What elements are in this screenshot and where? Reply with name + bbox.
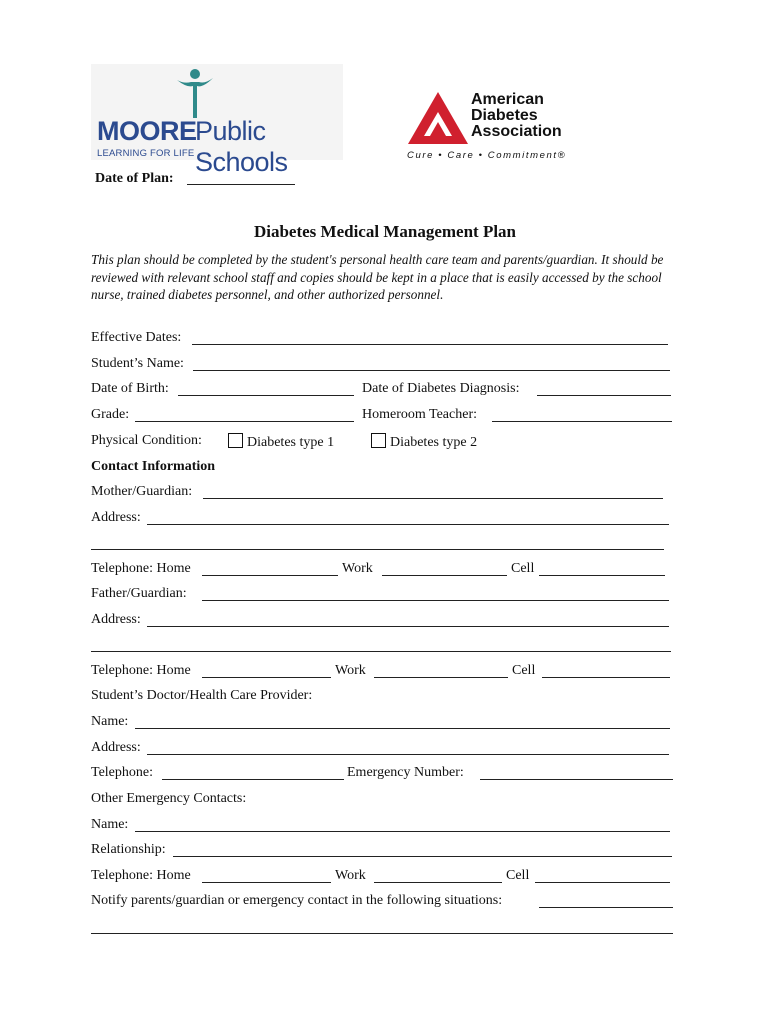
mother-guardian-field[interactable] <box>203 498 663 499</box>
diabetes-type1-option[interactable] <box>228 433 334 451</box>
contact-information-heading: Contact Information <box>91 459 216 474</box>
other-name-field[interactable] <box>135 831 670 832</box>
diabetes-type2-checkbox[interactable] <box>371 433 386 448</box>
homeroom-teacher-label: Homeroom Teacher: <box>362 407 477 422</box>
person-figure-icon <box>175 66 215 120</box>
mother-guardian-label: Mother/Guardian: <box>91 484 193 499</box>
mother-tel-home-label: Telephone: Home <box>91 561 191 576</box>
ada-tagline: Cure • Care • Commitment® <box>407 150 567 161</box>
date-of-plan-label: Date of Plan: <box>95 171 174 186</box>
moore-logo-word: MOORE <box>97 116 197 146</box>
date-of-diagnosis-label: Date of Diabetes Diagnosis: <box>362 381 520 396</box>
doctor-telephone-label: Telephone: <box>91 765 153 780</box>
page-title: Diabetes Medical Management Plan <box>253 222 517 241</box>
other-name-label: Name: <box>91 817 129 832</box>
notify-field[interactable] <box>539 907 673 908</box>
relationship-label: Relationship: <box>91 842 166 857</box>
mother-address-label: Address: <box>91 510 141 525</box>
father-guardian-label: Father/Guardian: <box>91 586 187 601</box>
father-tel-home-field[interactable] <box>202 677 331 678</box>
students-name-field[interactable] <box>193 370 670 371</box>
effective-dates-label: Effective Dates: <box>91 330 182 345</box>
ada-name <box>471 92 562 140</box>
doctor-name-label: Name: <box>91 714 129 729</box>
date-of-plan-field[interactable] <box>187 184 295 185</box>
notify-field-line2[interactable] <box>91 933 673 934</box>
homeroom-teacher-field[interactable] <box>492 421 672 422</box>
diabetes-type2-label: Diabetes type 2 <box>390 435 478 450</box>
doctor-heading: Student’s Doctor/Health Care Provider: <box>91 688 313 703</box>
diabetes-type1-checkbox[interactable] <box>228 433 243 448</box>
mother-work-label: Work <box>342 561 373 576</box>
doctor-address-field[interactable] <box>147 754 669 755</box>
intro-text: This plan should be completed by the student's personal health care team and parents/guardian. It should be reviewed with relevant school staff and copies should be kept in a place that is easily accessed by the school nurse, trained diabetes personnel, and other authorized personnel. <box>91 252 664 302</box>
mother-address-field[interactable] <box>147 524 669 525</box>
ada-line1: American <box>471 91 544 108</box>
father-address-field-line2[interactable] <box>91 651 671 652</box>
ada-triangle-icon <box>408 92 468 144</box>
emergency-number-label: Emergency Number: <box>347 765 464 780</box>
mother-work-field[interactable] <box>382 575 507 576</box>
mother-address-field-line2[interactable] <box>91 549 664 550</box>
other-cell-field[interactable] <box>535 882 670 883</box>
moore-logo-public-schools: Public Schools <box>195 116 288 177</box>
father-address-field[interactable] <box>147 626 669 627</box>
doctor-address-label: Address: <box>91 740 141 755</box>
diabetes-type1-label: Diabetes type 1 <box>247 435 335 450</box>
father-tel-home-label: Telephone: Home <box>91 663 191 678</box>
emergency-number-field[interactable] <box>480 779 673 780</box>
notify-label: Notify parents/guardian or emergency contact in the following situations: <box>91 893 503 908</box>
other-work-label: Work <box>335 868 366 883</box>
mother-cell-field[interactable] <box>539 575 665 576</box>
relationship-field[interactable] <box>173 856 672 857</box>
ada-line2: Diabetes <box>471 107 538 124</box>
date-of-birth-label: Date of Birth: <box>91 381 169 396</box>
mother-cell-label: Cell <box>511 561 535 576</box>
grade-label: Grade: <box>91 407 130 422</box>
students-name-label: Student’s Name: <box>91 356 184 371</box>
doctor-name-field[interactable] <box>135 728 670 729</box>
father-cell-field[interactable] <box>542 677 670 678</box>
father-work-field[interactable] <box>374 677 508 678</box>
other-contacts-heading: Other Emergency Contacts: <box>91 791 247 806</box>
moore-logo-tagline: LEARNING FOR LIFE <box>97 148 195 159</box>
diabetes-type2-option[interactable] <box>371 433 477 451</box>
date-of-diagnosis-field[interactable] <box>537 395 671 396</box>
ada-line3: Association <box>471 123 562 140</box>
effective-dates-field[interactable] <box>192 344 668 345</box>
doctor-telephone-field[interactable] <box>162 779 344 780</box>
moore-public-schools-logo <box>91 64 343 177</box>
physical-condition-label: Physical Condition: <box>91 433 202 448</box>
other-tel-home-field[interactable] <box>202 882 331 883</box>
grade-field[interactable] <box>135 421 354 422</box>
mother-tel-home-field[interactable] <box>202 575 338 576</box>
date-of-birth-field[interactable] <box>178 395 354 396</box>
father-cell-label: Cell <box>512 663 536 678</box>
other-cell-label: Cell <box>506 868 530 883</box>
other-tel-home-label: Telephone: Home <box>91 868 191 883</box>
father-work-label: Work <box>335 663 366 678</box>
other-work-field[interactable] <box>374 882 502 883</box>
father-guardian-field[interactable] <box>202 600 669 601</box>
father-address-label: Address: <box>91 612 141 627</box>
